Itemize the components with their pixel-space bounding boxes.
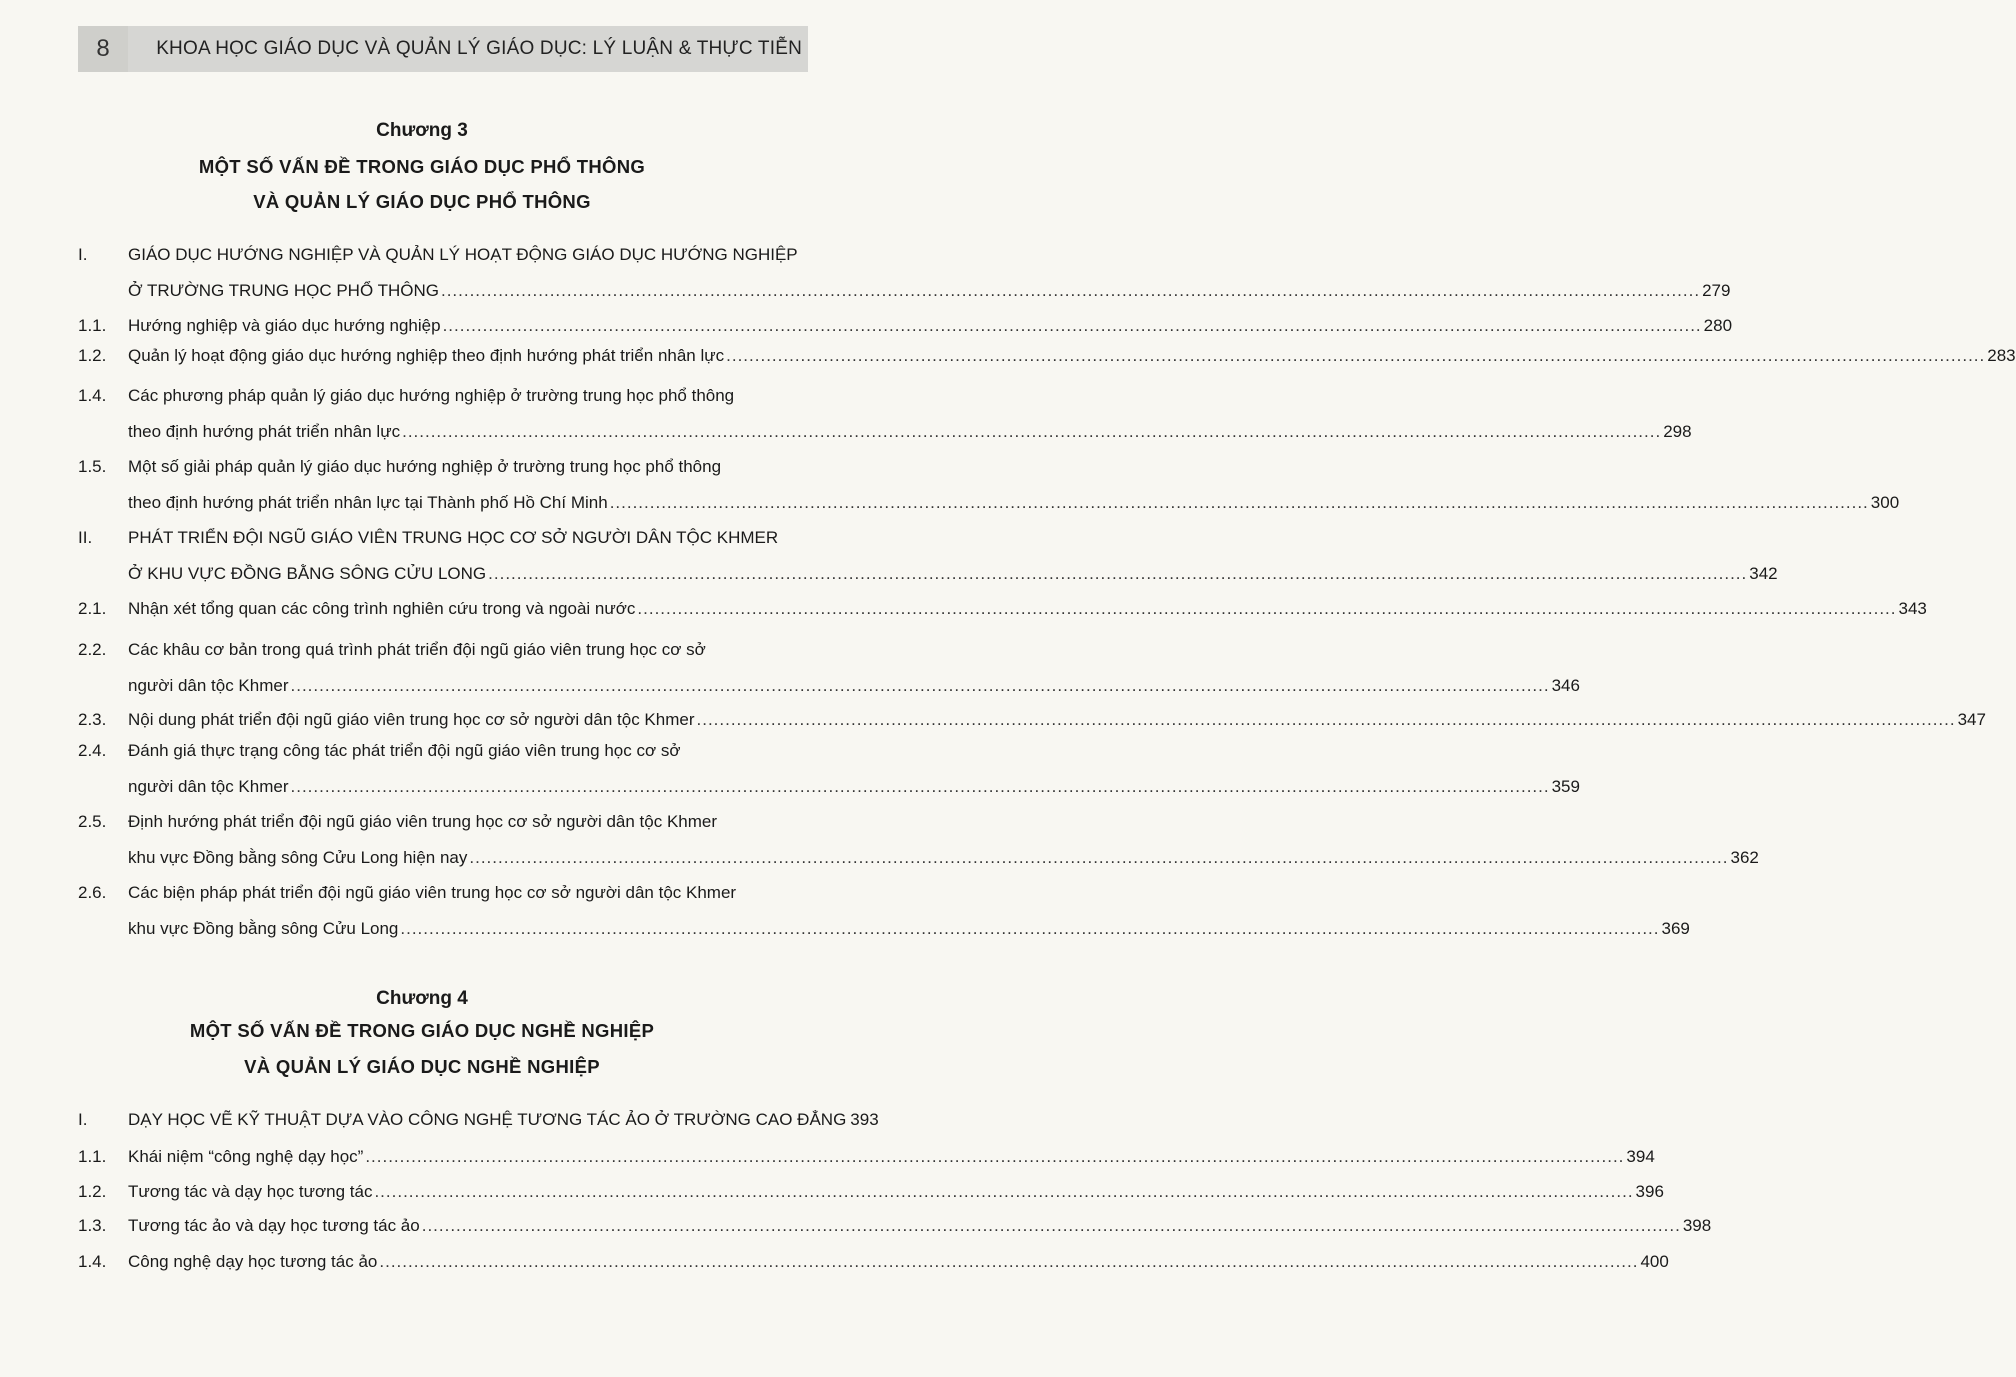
- toc-page-number: 394: [1626, 1147, 1655, 1166]
- dot-leader: [697, 708, 1956, 732]
- toc-entry-number: 1.1.: [78, 1147, 107, 1166]
- dot-leader: [422, 1214, 1681, 1238]
- toc-entry-title-continued: Ở KHU VỰC ĐỒNG BẰNG SÔNG CỬU LONG: [128, 564, 487, 583]
- toc-page-number: 280: [1703, 316, 1733, 335]
- chapter-title: MỘT SỐ VẤN ĐỀ TRONG GIÁO DỤC PHỔ THÔNG: [198, 156, 646, 177]
- dot-leader: [291, 674, 1550, 698]
- toc-page-number: 369: [1661, 919, 1690, 938]
- page-number: 8: [78, 26, 128, 72]
- toc-entry-title: GIÁO DỤC HƯỚNG NGHIỆP VÀ QUẢN LÝ HOẠT ĐỘNG GIÁO DỤC HƯỚNG NGHIỆP: [128, 245, 798, 264]
- toc-entry-title-continued: theo định hướng phát triển nhân lực tại Thành phố Hồ Chí Minh: [128, 493, 608, 512]
- toc-entry-number: II.: [78, 528, 93, 547]
- chapter-title: MỘT SỐ VẤN ĐỀ TRONG GIÁO DỤC NGHỀ NGHIỆP: [189, 1020, 655, 1041]
- dot-leader: [365, 1145, 1624, 1169]
- chapter-title-line: [0, 1020, 844, 1042]
- chapter-title-line: [0, 1056, 844, 1078]
- toc-entry-number: I.: [78, 245, 88, 264]
- dot-leader: [637, 597, 1896, 621]
- dot-leader: [610, 491, 1869, 515]
- toc-page-number: 396: [1635, 1182, 1664, 1201]
- toc-entry-number: I.: [78, 1110, 88, 1129]
- toc-page-number: 362: [1730, 848, 1759, 867]
- toc-entry-title-continued: người dân tộc Khmer: [128, 777, 289, 796]
- dot-leader: [443, 314, 1702, 338]
- toc-entry-title: Các khâu cơ bản trong quá trình phát triển đội ngũ giáo viên trung học cơ sở: [128, 640, 706, 659]
- chapter-3-heading: [0, 120, 844, 150]
- toc-entry-title: DẠY HỌC VẼ KỸ THUẬT DỰA VÀO CÔNG NGHỆ TƯƠNG TÁC ẢO Ở TRƯỜNG CAO ĐẲNG: [128, 1110, 847, 1129]
- toc-entry-number: 1.5.: [78, 457, 107, 476]
- chapter-label: Chương 3: [376, 120, 468, 141]
- toc-page-number: 298: [1663, 422, 1692, 441]
- toc-entry-title: Nhận xét tổng quan các công trình nghiên cứu trong và ngoài nước: [128, 599, 636, 618]
- dot-leader: [291, 775, 1550, 799]
- toc-entry-title: Các biện pháp phát triển đội ngũ giáo viên trung học cơ sở người dân tộc Khmer: [128, 883, 737, 902]
- toc-entry-title: Công nghệ dạy học tương tác ảo: [128, 1252, 378, 1271]
- toc-page-number: 342: [1749, 564, 1778, 583]
- toc-entry-title: Các phương pháp quản lý giáo dục hướng nghiệp ở trường trung học phổ thông: [128, 386, 735, 405]
- chapter-title-line: [0, 156, 844, 178]
- dot-leader: [400, 917, 1659, 941]
- toc-entry-title: PHÁT TRIỂN ĐỘI NGŨ GIÁO VIÊN TRUNG HỌC CƠ SỞ NGƯỜI DÂN TỘC KHMER: [128, 528, 779, 547]
- toc-entry-title-continued: khu vực Đồng bằng sông Cửu Long hiện nay: [128, 848, 468, 867]
- toc-page-number: 343: [1898, 599, 1927, 618]
- toc-page-number: 279: [1702, 281, 1731, 300]
- toc-entry-number: 2.6.: [78, 883, 107, 902]
- toc-entry-number: 2.4.: [78, 741, 107, 760]
- toc-entry-number: 1.1.: [78, 316, 107, 335]
- toc-entry-title: Định hướng phát triển đội ngũ giáo viên trung học cơ sở người dân tộc Khmer: [128, 812, 718, 831]
- dot-leader: [379, 1250, 1638, 1274]
- toc-entry-number: 1.2.: [78, 346, 107, 365]
- toc-page-number: 346: [1551, 676, 1580, 695]
- toc-entry-title-continued: người dân tộc Khmer: [128, 676, 289, 695]
- chapter-label: Chương 4: [376, 988, 468, 1009]
- toc-entry-title-continued: khu vực Đồng bằng sông Cửu Long: [128, 919, 399, 938]
- chapter-title: VÀ QUẢN LÝ GIÁO DỤC PHỔ THÔNG: [253, 191, 591, 212]
- toc-entry-title-continued: Ở TRƯỜNG TRUNG HỌC PHỔ THÔNG: [128, 281, 439, 300]
- toc-entry-number: 1.2.: [78, 1182, 107, 1201]
- toc-page-number: 283: [1987, 346, 2016, 365]
- dot-leader: [374, 1180, 1633, 1204]
- dot-leader: [488, 562, 1747, 586]
- running-header: [78, 26, 808, 72]
- toc-entry-title: Một số giải pháp quản lý giáo dục hướng nghiệp ở trường trung học phổ thông: [128, 457, 722, 476]
- toc-page-number: 359: [1551, 777, 1580, 796]
- toc-entry-number: 2.1.: [78, 599, 107, 618]
- toc-page-number: 400: [1640, 1252, 1669, 1271]
- dot-leader: [402, 420, 1661, 444]
- toc-entry-number: 1.4.: [78, 1252, 107, 1271]
- toc-entry-title: Quản lý hoạt động giáo dục hướng nghiệp theo định hướng phát triển nhân lực: [128, 346, 725, 365]
- toc-entry-number: 2.2.: [78, 640, 107, 659]
- toc-entry-title: Nội dung phát triển đội ngũ giáo viên trung học cơ sở người dân tộc Khmer: [128, 710, 695, 729]
- toc-entry-number: 2.3.: [78, 710, 107, 729]
- toc-entry-title: Tương tác ảo và dạy học tương tác ảo: [128, 1216, 420, 1235]
- toc-entry-title-continued: theo định hướng phát triển nhân lực: [128, 422, 401, 441]
- toc-entry-number: 1.3.: [78, 1216, 107, 1235]
- toc-entry-title: Tương tác và dạy học tương tác: [128, 1182, 373, 1201]
- toc-page-number: 393: [850, 1110, 879, 1129]
- toc-entry-number: 1.4.: [78, 386, 107, 405]
- toc-entry-title: Hướng nghiệp và giáo dục hướng nghiệp: [128, 316, 441, 335]
- toc-entry-title: Đánh giá thực trạng công tác phát triển đội ngũ giáo viên trung học cơ sở: [128, 741, 681, 760]
- running-title: KHOA HỌC GIÁO DỤC VÀ QUẢN LÝ GIÁO DỤC: LÝ LUẬN & THỰC TIỄN: [156, 38, 802, 59]
- chapter-4-heading: [0, 988, 844, 1010]
- dot-leader: [469, 846, 1728, 870]
- toc-page-number: 398: [1682, 1216, 1712, 1235]
- dot-leader: [726, 344, 1985, 368]
- chapter-title-line: [0, 191, 844, 213]
- toc-entry-number: 2.5.: [78, 812, 107, 831]
- dot-leader: [441, 279, 1700, 303]
- toc-page-number: 300: [1870, 493, 1900, 512]
- toc-entry-title: Khái niệm “công nghệ dạy học”: [128, 1147, 364, 1166]
- chapter-title: VÀ QUẢN LÝ GIÁO DỤC NGHỀ NGHIỆP: [244, 1056, 600, 1077]
- toc-page-number: 347: [1957, 710, 1986, 729]
